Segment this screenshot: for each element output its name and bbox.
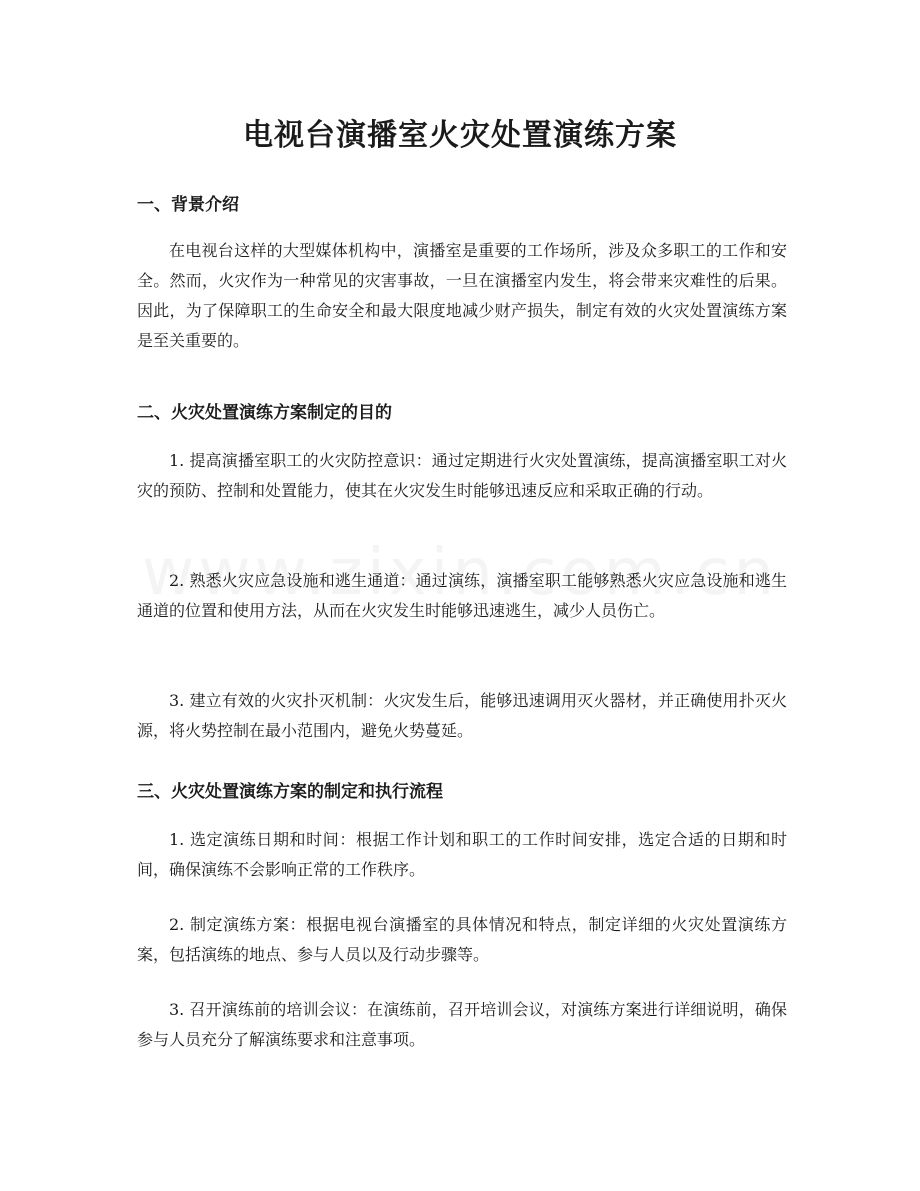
document-title: 电视台演播室火灾处置演练方案 (243, 118, 677, 153)
paragraph: 1. 提高演播室职工的火灾防控意识：通过定期进行火灾处置演练，提高演播室职工对火灾的预防、控制和处置能力，使其在火灾发生时能够迅速反应和采取正确的行动。 (137, 451, 787, 500)
section-heading-background: 一、背景介绍 (137, 195, 239, 215)
paragraph: 2. 制定演练方案：根据电视台演播室的具体情况和特点，制定详细的火灾处置演练方案，包括演练的地点、参与人员以及行动步骤等。 (137, 915, 787, 964)
paragraph: 2. 熟悉火灾应急设施和逃生通道：通过演练，演播室职工能够熟悉火灾应急设施和逃生通道的位置和使用方法，从而在火灾发生时能够迅速逃生，减少人员伤亡。 (137, 571, 787, 620)
paragraph: 在电视台这样的大型媒体机构中，演播室是重要的工作场所，涉及众多职工的工作和安全。然而，火灾作为一种常见的灾害事故，一旦在演播室内发生，将会带来灾难性的后果。因此，为了保障职工的生命安全和最大限度地减少财产损失，制定有效的火灾处置演练方案是至关重要的。 (137, 241, 787, 350)
paragraph: 1. 选定演练日期和时间：根据工作计划和职工的工作时间安排，选定合适的日期和时间，确保演练不会影响正常的工作秩序。 (137, 830, 787, 879)
paragraph: 3. 建立有效的火灾扑灭机制：火灾发生后，能够迅速调用灭火器材，并正确使用扑灭火源，将火势控制在最小范围内，避免火势蔓延。 (137, 691, 787, 740)
section-heading-purpose: 二、火灾处置演练方案制定的目的 (137, 403, 392, 423)
paragraph: 3. 召开演练前的培训会议：在演练前，召开培训会议，对演练方案进行详细说明，确保参与人员充分了解演练要求和注意事项。 (137, 1000, 787, 1049)
section-heading-process: 三、火灾处置演练方案的制定和执行流程 (137, 782, 443, 802)
